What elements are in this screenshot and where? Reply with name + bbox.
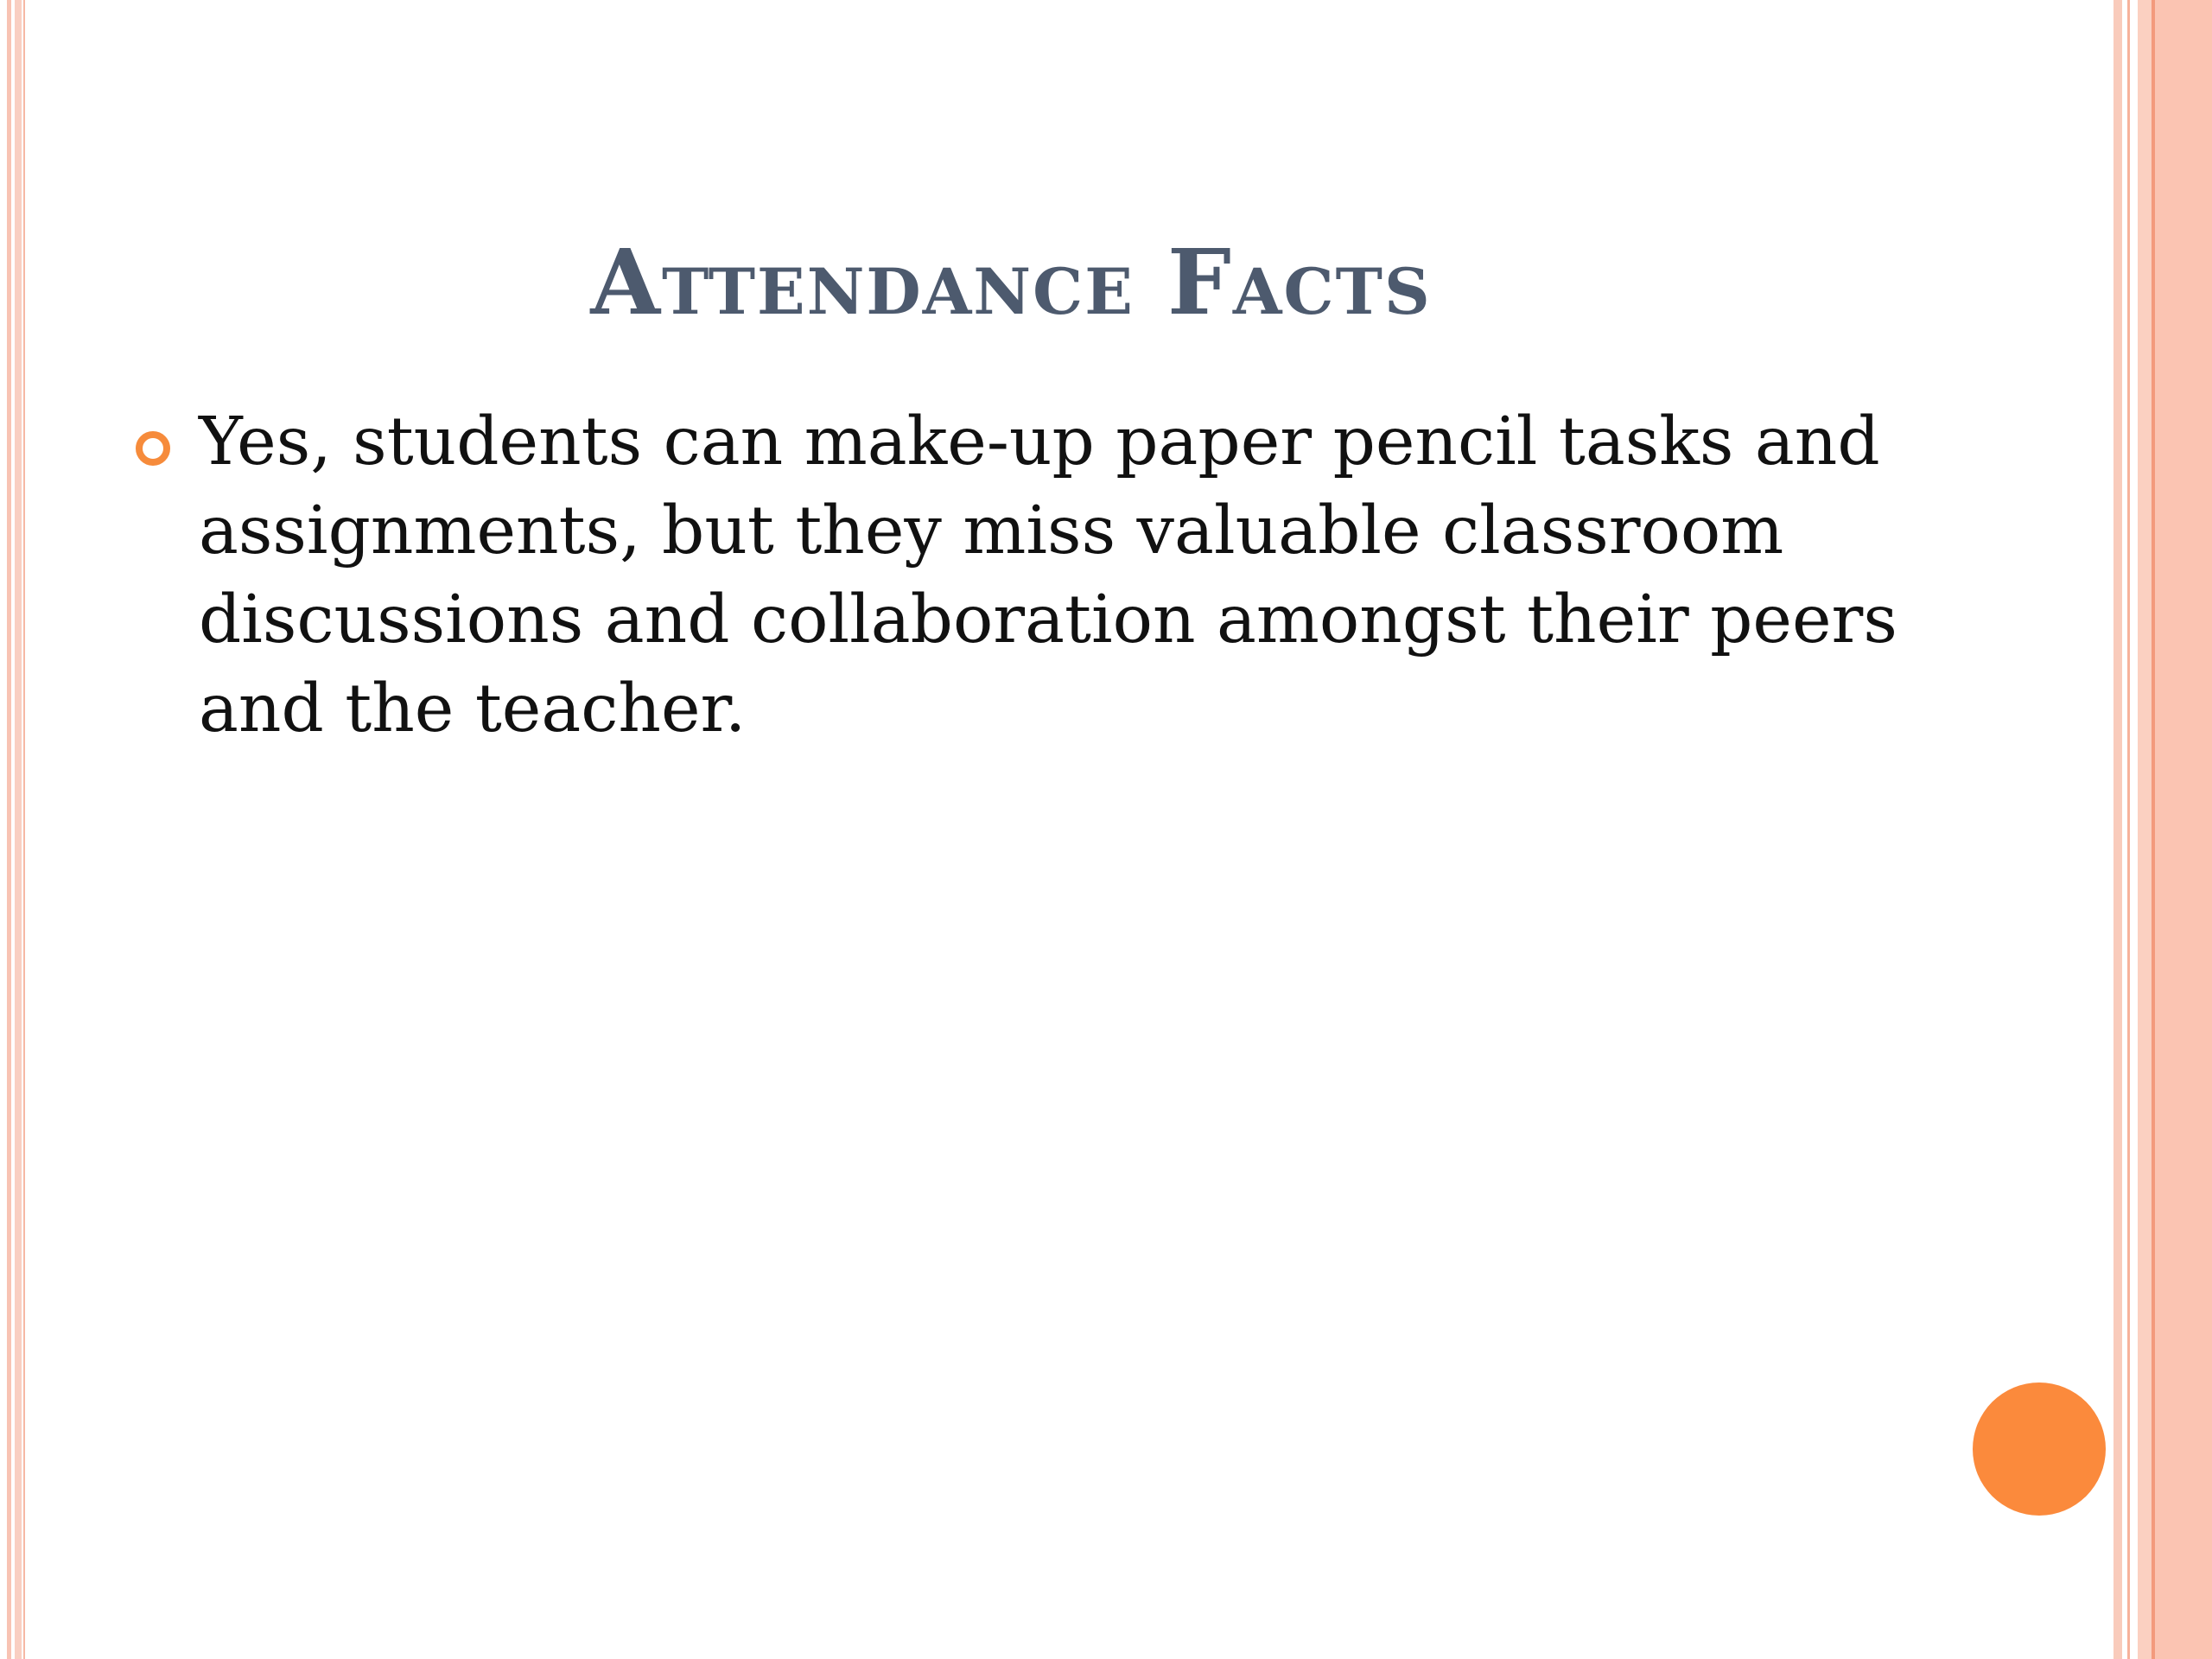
bullet-text: Yes, students can make-up paper pencil tasks and assignments, but they miss valuable classroom discussions and collaboration amongst their peers and the teacher. [199,404,1897,747]
right-border-stripe [2138,0,2152,1659]
bullet-item [130,397,1944,753]
orange-circle-decoration [1973,1382,2106,1516]
right-border-stripe [2127,0,2130,1659]
slide-content [130,397,1944,753]
right-border-stripe [2113,0,2122,1659]
right-border-stripe [2155,0,2212,1659]
circle-bullet-icon [136,431,170,466]
slide-title: Attendance Facts [590,229,1432,335]
